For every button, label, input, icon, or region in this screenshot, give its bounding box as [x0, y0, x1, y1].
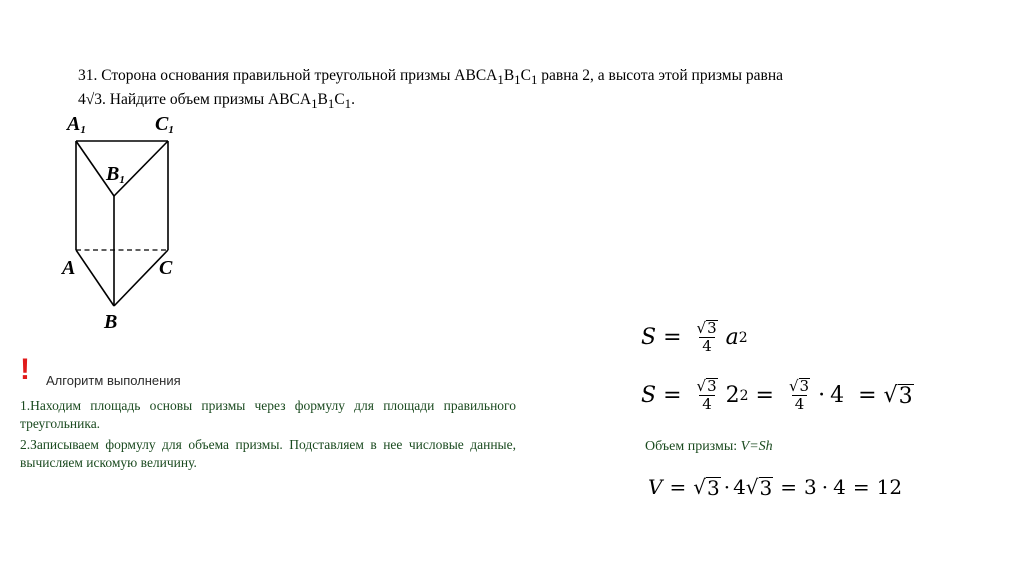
- fraction-sqrt3-over-4: √ 3 4: [696, 319, 717, 355]
- volume-formula-label: Объем призмы: V=Sh: [645, 439, 773, 454]
- problem-line-2: 4√3. Найдите объем призмы $ABCA_1B_1C_1$.: [78, 91, 355, 112]
- algorithm-title: Алгоритм выполнения: [46, 373, 181, 388]
- problem-number: 31.: [78, 67, 98, 84]
- exclamation-icon: !: [20, 353, 30, 386]
- problem-statement: [78, 66, 958, 114]
- label-b1: B1: [106, 163, 125, 186]
- algorithm-step-1: 1.Находим площадь основы призмы через формулу для площади правильного треугольника.: [20, 398, 516, 431]
- prism-diagram: [55, 108, 195, 338]
- label-a: A: [62, 257, 76, 279]
- label-a1: A1: [67, 113, 86, 136]
- label-b: B: [104, 311, 118, 333]
- algorithm-steps: [20, 397, 516, 475]
- edge-a-b: [76, 250, 114, 306]
- formula-area-computed: S = √ 3 4 2 2 = √ 3 4 · 4 = √ 3: [641, 377, 913, 413]
- algorithm-step-2: 2.Записываем формулу для объема призмы. Подставляем в нее числовые данные, вычисляем искомую величину.: [20, 437, 516, 470]
- prism-figure: [55, 108, 195, 338]
- label-c1: C1: [155, 113, 174, 136]
- problem-line-1: 31. Сторона основания правильной треугольной призмы $ABCA_1B_1C_1$ равна 2, а высота этой призмы равна: [78, 67, 784, 88]
- label-c: C: [159, 257, 173, 279]
- formula-area-general: S = √ 3 4 a 2: [641, 319, 748, 355]
- edge-c1-b1: [114, 141, 168, 196]
- formula-volume-computed: V = √ 3 · 4 √ 3 = 3 · 4 = 12: [648, 475, 903, 500]
